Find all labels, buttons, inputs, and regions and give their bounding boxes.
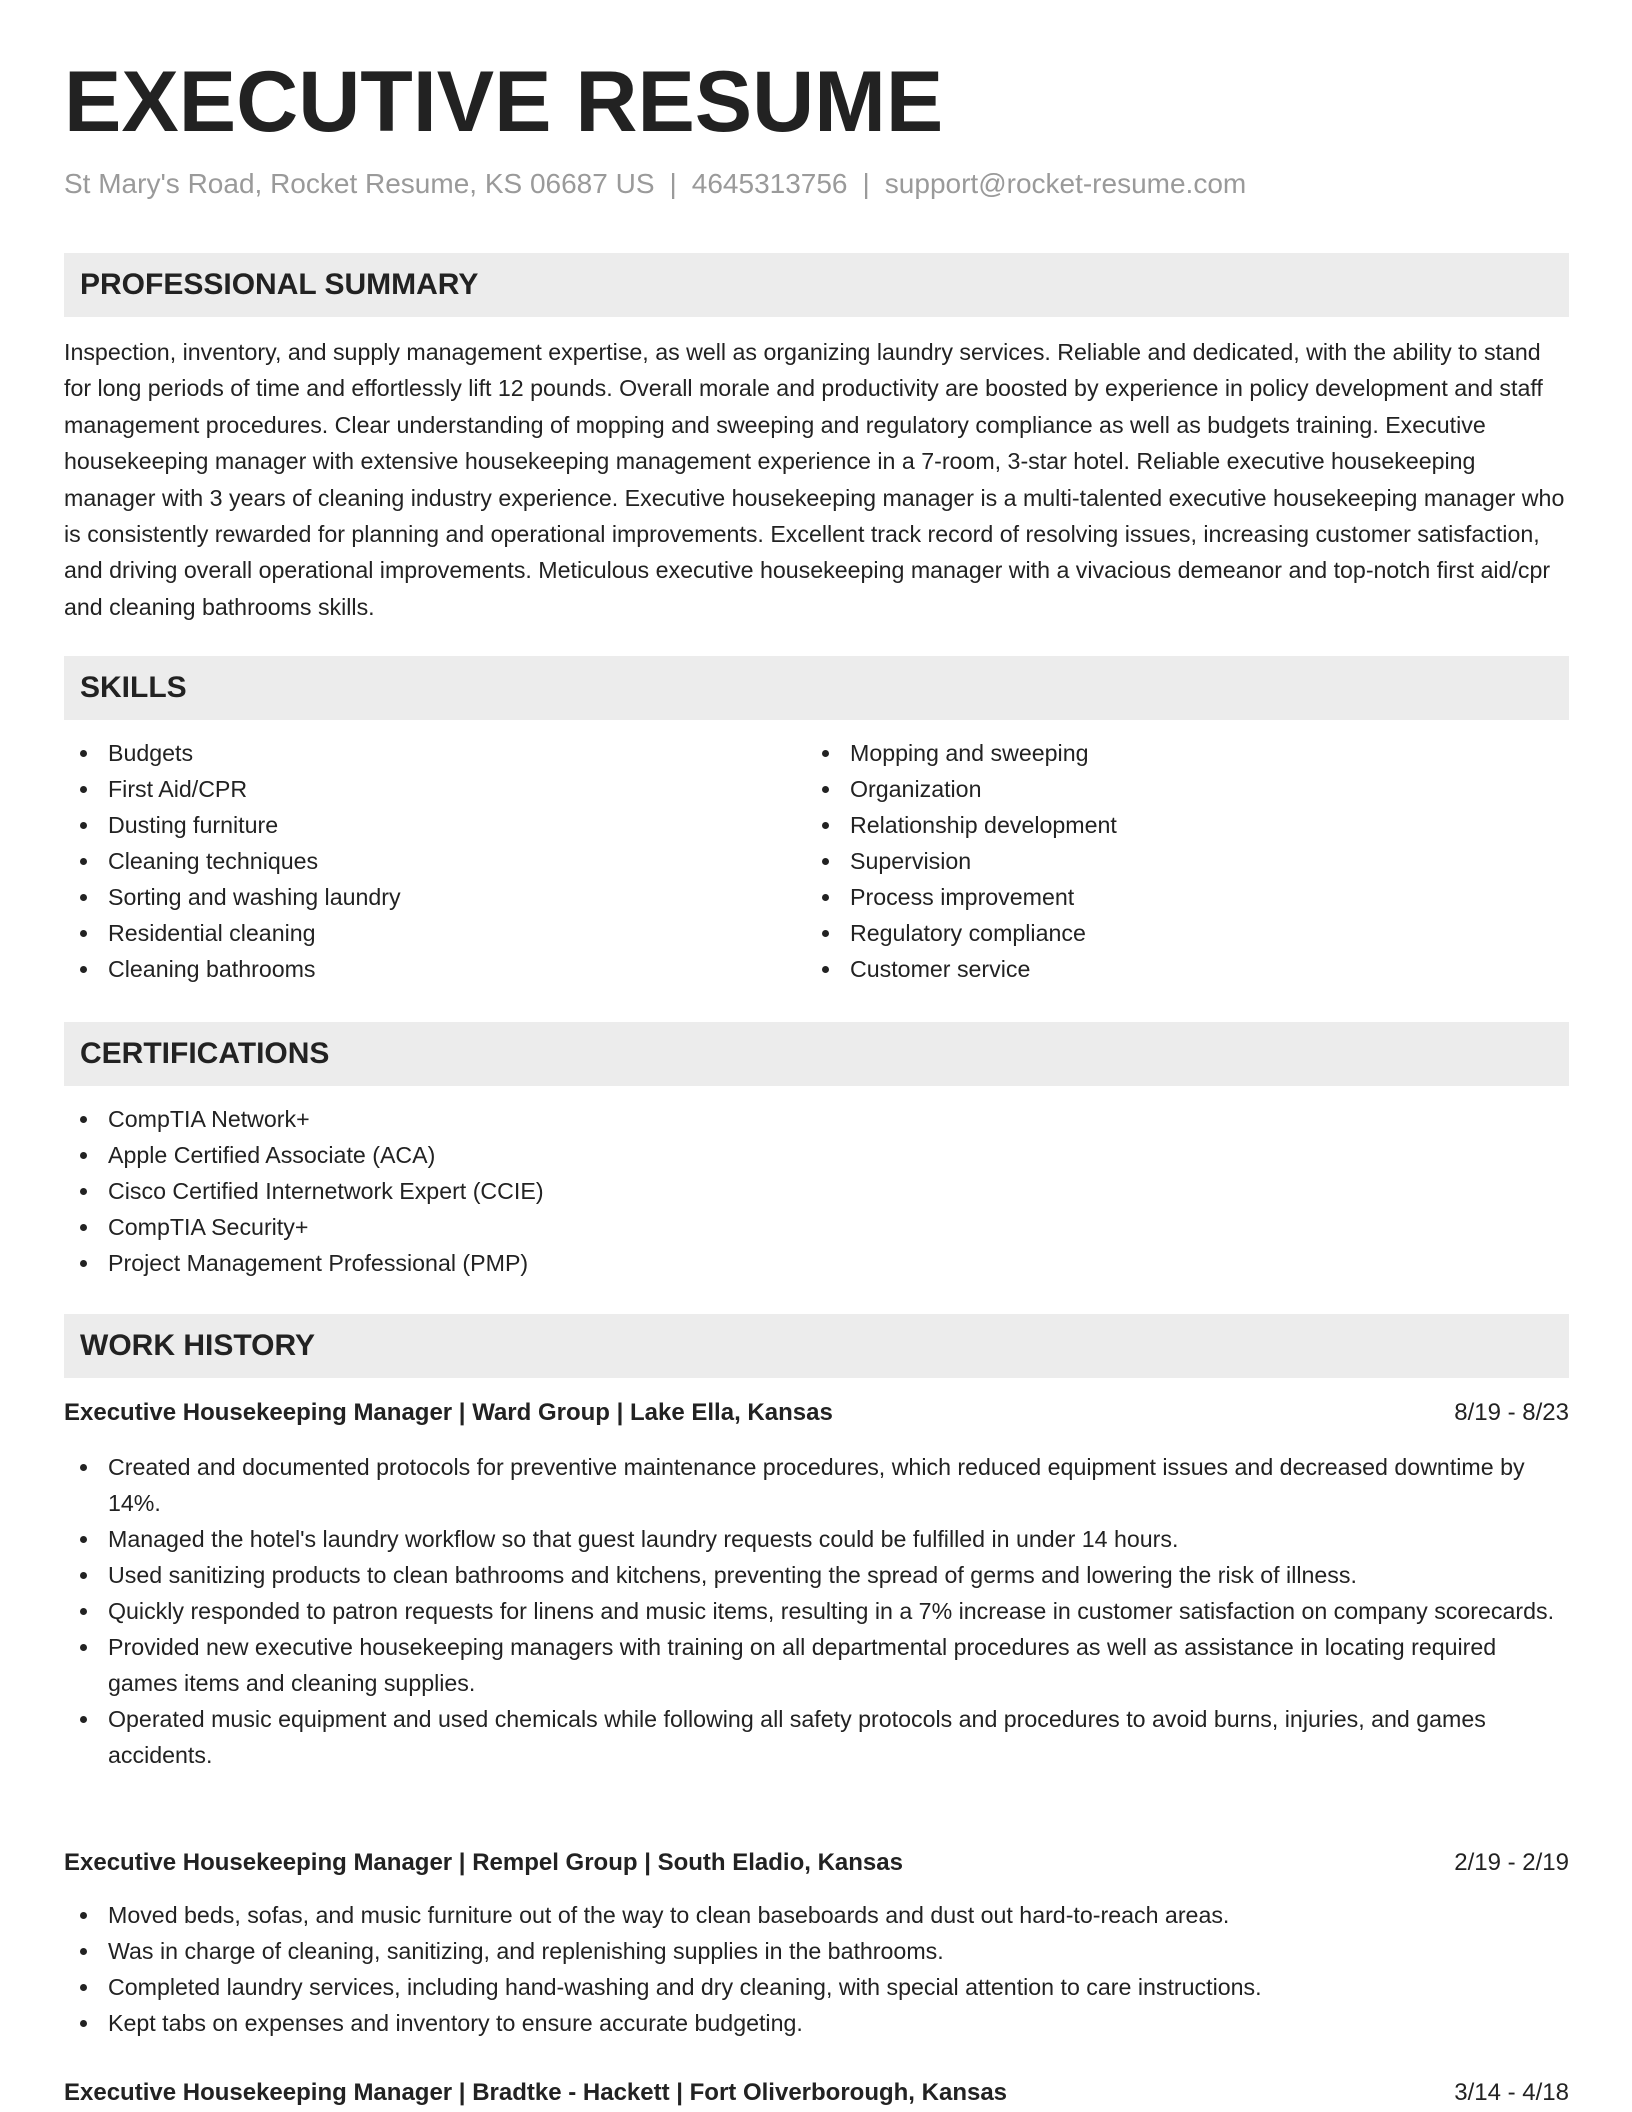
job-title <box>64 1845 1569 1881</box>
list-item: Mopping and sweeping <box>806 735 1506 771</box>
list-item: Relationship development <box>806 807 1506 843</box>
contact-email: support@rocket-resume.com <box>884 168 1247 199</box>
job-title-text: Executive Housekeeping Manager | Rempel Group | South Eladio, Kansas <box>64 1849 903 1876</box>
certifications-list <box>64 1101 1569 1281</box>
job-title <box>64 2075 1569 2111</box>
contact-line <box>64 166 1246 202</box>
job-title-text: Executive Housekeeping Manager | Bradtke - Hackett | Fort Oliverborough, Kansas <box>64 2079 1008 2106</box>
list-item: Moved beds, sofas, and music furniture out of the way to clean baseboards and dust out hard-to-reach areas. <box>64 1897 1569 1933</box>
list-item: Operated music equipment and used chemicals while following all safety protocols and procedures to avoid burns, injuries, and games accidents. <box>64 1701 1569 1773</box>
list-item: Sorting and washing laundry <box>64 879 764 915</box>
list-item: Regulatory compliance <box>806 915 1506 951</box>
section-header-certifications: CERTIFICATIONS <box>64 1022 1569 1086</box>
resume-title: EXECUTIVE RESUME <box>64 54 944 150</box>
job-bullets <box>64 1449 1569 1773</box>
list-item: Quickly responded to patron requests for linens and music items, resulting in a 7% increase in customer satisfaction on company scorecards. <box>64 1593 1569 1629</box>
list-item: Cisco Certified Internetwork Expert (CCIE) <box>64 1173 1569 1209</box>
list-item: Customer service <box>806 951 1506 987</box>
list-item: Apple Certified Associate (ACA) <box>64 1137 1569 1173</box>
list-item: Managed the hotel's laundry workflow so that guest laundry requests could be fulfilled in under 14 hours. <box>64 1521 1569 1557</box>
contact-separator: | <box>669 168 677 199</box>
list-item: Supervision <box>806 843 1506 879</box>
list-item: CompTIA Network+ <box>64 1101 1569 1137</box>
list-item: Kept tabs on expenses and inventory to ensure accurate budgeting. <box>64 2005 1569 2041</box>
list-item: Cleaning bathrooms <box>64 951 764 987</box>
list-item: Budgets <box>64 735 764 771</box>
list-item: Organization <box>806 771 1506 807</box>
contact-separator: | <box>862 168 870 199</box>
list-item: Project Management Professional (PMP) <box>64 1245 1569 1281</box>
job-title-text: Executive Housekeeping Manager | Ward Group | Lake Ella, Kansas <box>64 1399 833 1426</box>
section-header-summary: PROFESSIONAL SUMMARY <box>64 253 1569 317</box>
list-item: Created and documented protocols for preventive maintenance procedures, which reduced equipment issues and decreased downtime by 14%. <box>64 1449 1569 1521</box>
skills-list-right <box>806 735 1506 987</box>
contact-address: St Mary's Road, Rocket Resume, KS 06687 US <box>64 168 655 199</box>
contact-phone: 4645313756 <box>691 168 848 199</box>
section-header-skills: SKILLS <box>64 656 1569 720</box>
job-dates: 8/19 - 8/23 <box>1454 1399 1569 1426</box>
summary-text: Inspection, inventory, and supply management expertise, as well as organizing laundry services. Reliable and dedicated, with the ability to stand for long periods of time and effortlessly lift 12 pounds. Overall morale and productivity are boosted by experience in policy development and staff management procedures. Clear understanding of mopping and sweeping and regulatory compliance as well as budgets training. Executive housekeeping manager with extensive housekeeping management experience in a 7-room, 3-star hotel. Reliable executive housekeeping manager with 3 years of cleaning industry experience. Executive housekeeping manager is a multi-talented executive housekeeping manager who is consistently rewarded for planning and operational improvements. Excellent track record of resolving issues, increasing customer satisfaction, and driving overall operational improvements. Meticulous executive housekeeping manager with a vivacious demeanor and top-notch first aid/cpr and cleaning bathrooms skills. <box>64 339 1565 620</box>
job-title <box>64 1395 1569 1431</box>
list-item: Cleaning techniques <box>64 843 764 879</box>
list-item: First Aid/CPR <box>64 771 764 807</box>
job-bullets <box>64 1897 1569 2041</box>
list-item: Used sanitizing products to clean bathrooms and kitchens, preventing the spread of germs and lowering the risk of illness. <box>64 1557 1569 1593</box>
list-item: Provided new executive housekeeping managers with training on all departmental procedures as well as assistance in locating required games items and cleaning supplies. <box>64 1629 1569 1701</box>
job-dates: 3/14 - 4/18 <box>1454 2079 1569 2106</box>
list-item: CompTIA Security+ <box>64 1209 1569 1245</box>
list-item: Residential cleaning <box>64 915 764 951</box>
section-header-work-history: WORK HISTORY <box>64 1314 1569 1378</box>
list-item: Was in charge of cleaning, sanitizing, and replenishing supplies in the bathrooms. <box>64 1933 1569 1969</box>
list-item: Dusting furniture <box>64 807 764 843</box>
list-item: Completed laundry services, including hand-washing and dry cleaning, with special attention to care instructions. <box>64 1969 1569 2005</box>
list-item: Process improvement <box>806 879 1506 915</box>
skills-list-left <box>64 735 764 987</box>
job-dates: 2/19 - 2/19 <box>1454 1849 1569 1876</box>
